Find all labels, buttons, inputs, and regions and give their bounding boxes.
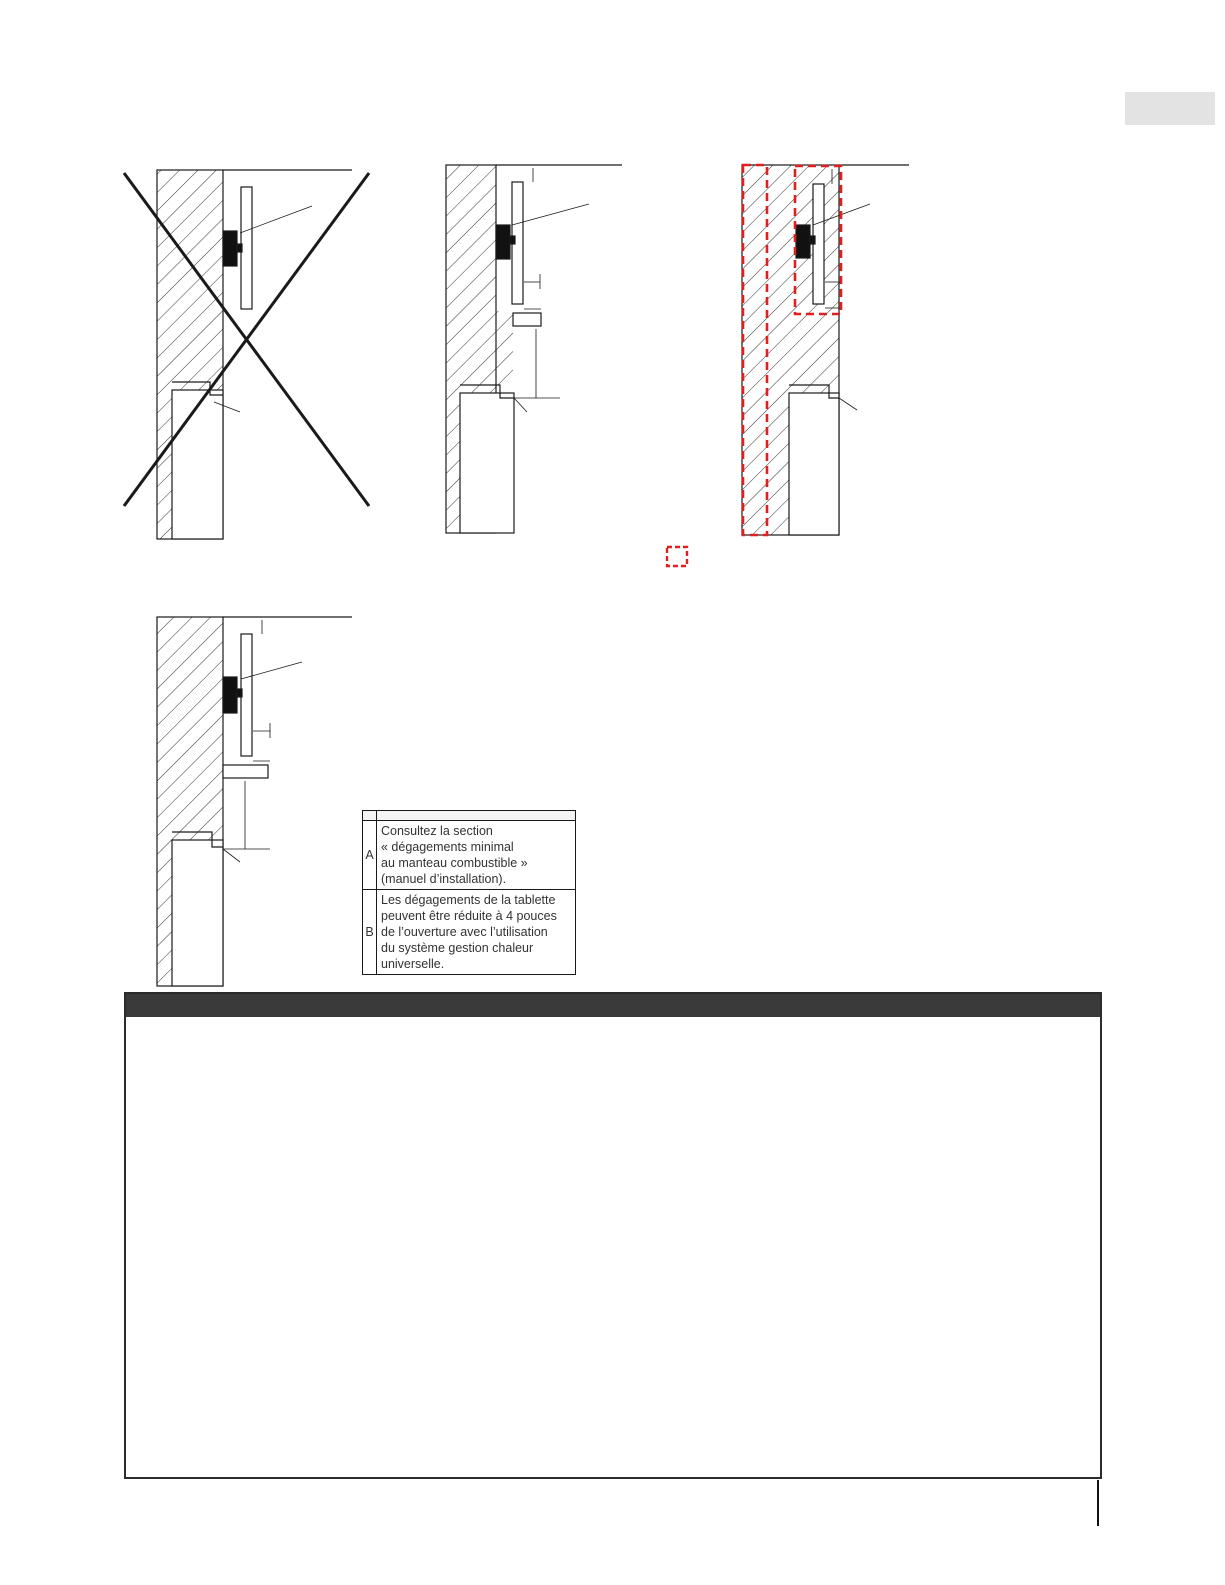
- legend-row-a: [363, 821, 576, 890]
- diagram-correct-mantel: [446, 165, 622, 533]
- legend-description: Les dégagements de la tablette peuvent être réduite à 4 pouces de l’ouverture avec l’utilisation du système gestion chaleur universelle.: [377, 890, 576, 975]
- page-number-rule: [1097, 1480, 1099, 1526]
- notice-panel-header: [126, 994, 1100, 1017]
- diagram-reduced-clearance: [157, 617, 352, 986]
- diagram-highlighted: [742, 165, 909, 535]
- legend-table: [362, 810, 576, 975]
- legend-row-b: [363, 890, 576, 975]
- notice-panel: [124, 992, 1102, 1479]
- diagram-incorrect: [124, 170, 369, 539]
- legend-key: B: [363, 890, 377, 975]
- legend-description: Consultez la section « dégagements minimal au manteau combustible » (manuel d’installation).: [377, 821, 576, 890]
- highlight-key-marker: [667, 547, 687, 566]
- legend-header-row: [363, 811, 576, 821]
- legend-key: A: [363, 821, 377, 890]
